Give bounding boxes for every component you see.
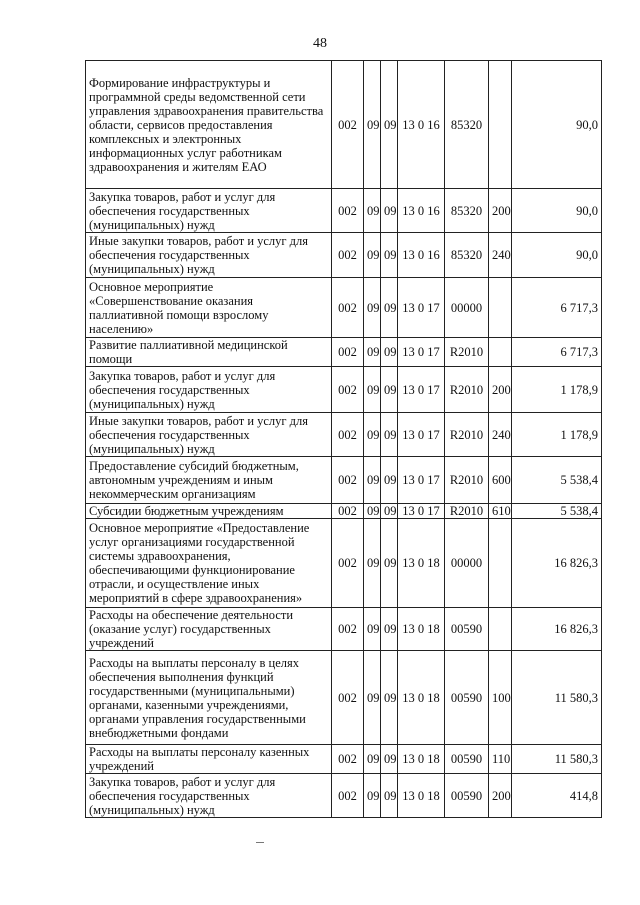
amount-value: 1 178,9 (512, 367, 602, 413)
target-article-direction: R2010 (445, 457, 489, 504)
target-article-direction: 85320 (445, 233, 489, 278)
amount-value: 414,8 (512, 774, 602, 818)
target-article-program: 13 0 17 (398, 413, 445, 457)
table-row (86, 189, 602, 233)
grbs-code: 002 (332, 278, 364, 338)
grbs-code: 002 (332, 367, 364, 413)
target-article-direction: R2010 (445, 367, 489, 413)
row-name: Расходы на обеспечение деятельности (оказание услуг) государственных учреждений (86, 608, 332, 651)
section-code: 09 (364, 519, 381, 608)
expense-type-code (489, 338, 512, 367)
row-name: Основное мероприятие «Совершенствование оказания паллиативной помощи взрослому населению» (86, 278, 332, 338)
target-article-program: 13 0 16 (398, 61, 445, 189)
subsection-code: 09 (381, 413, 398, 457)
grbs-code: 002 (332, 504, 364, 519)
subsection-code: 09 (381, 651, 398, 745)
target-article-direction: 00000 (445, 519, 489, 608)
subsection-code: 09 (381, 774, 398, 818)
amount-value: 6 717,3 (512, 338, 602, 367)
page-number: 48 (313, 36, 327, 51)
row-name: Развитие паллиативной медицинской помощи (86, 338, 332, 367)
amount-value: 5 538,4 (512, 457, 602, 504)
row-name: Основное мероприятие «Предоставление услуг организациями государственной системы здравоохранения, обеспечивающими функционирование отрасли, и осуществление иных мероприятий в сфере здравоохранения» (86, 519, 332, 608)
table-row (86, 233, 602, 278)
target-article-program: 13 0 18 (398, 774, 445, 818)
amount-value: 90,0 (512, 233, 602, 278)
expense-type-code (489, 608, 512, 651)
section-code: 09 (364, 413, 381, 457)
expense-type-code: 110 (489, 745, 512, 774)
table-row (86, 338, 602, 367)
section-code: 09 (364, 338, 381, 367)
expense-type-code (489, 61, 512, 189)
table-row (86, 367, 602, 413)
amount-value: 90,0 (512, 61, 602, 189)
table-row (86, 745, 602, 774)
target-article-program: 13 0 17 (398, 338, 445, 367)
grbs-code: 002 (332, 189, 364, 233)
amount-value: 6 717,3 (512, 278, 602, 338)
footer-mark (256, 842, 264, 843)
amount-value: 16 826,3 (512, 519, 602, 608)
amount-value: 11 580,3 (512, 745, 602, 774)
section-code: 09 (364, 233, 381, 278)
table-row (86, 774, 602, 818)
target-article-direction: 00590 (445, 608, 489, 651)
subsection-code: 09 (381, 745, 398, 774)
table-row (86, 504, 602, 519)
expense-type-code (489, 519, 512, 608)
expense-type-code: 200 (489, 774, 512, 818)
subsection-code: 09 (381, 457, 398, 504)
section-code: 09 (364, 651, 381, 745)
row-name: Расходы на выплаты персоналу казенных учреждений (86, 745, 332, 774)
row-name: Иные закупки товаров, работ и услуг для обеспечения государственных (муниципальных) нужд (86, 413, 332, 457)
section-code: 09 (364, 61, 381, 189)
grbs-code: 002 (332, 608, 364, 651)
subsection-code: 09 (381, 189, 398, 233)
section-code: 09 (364, 278, 381, 338)
amount-value: 16 826,3 (512, 608, 602, 651)
target-article-direction: 00590 (445, 745, 489, 774)
target-article-direction: 00590 (445, 651, 489, 745)
section-code: 09 (364, 367, 381, 413)
grbs-code: 002 (332, 519, 364, 608)
expense-type-code: 240 (489, 233, 512, 278)
target-article-program: 13 0 16 (398, 189, 445, 233)
row-name: Закупка товаров, работ и услуг для обеспечения государственных (муниципальных) нужд (86, 189, 332, 233)
expense-type-code: 240 (489, 413, 512, 457)
target-article-program: 13 0 17 (398, 278, 445, 338)
target-article-direction: 00000 (445, 278, 489, 338)
expense-type-code: 100 (489, 651, 512, 745)
grbs-code: 002 (332, 457, 364, 504)
expense-type-code: 200 (489, 367, 512, 413)
grbs-code: 002 (332, 651, 364, 745)
row-name: Предоставление субсидий бюджетным, автономным учреждениям и иным некоммерческим организациям (86, 457, 332, 504)
row-name: Закупка товаров, работ и услуг для обеспечения государственных (муниципальных) нужд (86, 367, 332, 413)
target-article-direction: 85320 (445, 61, 489, 189)
table-row (86, 457, 602, 504)
subsection-code: 09 (381, 367, 398, 413)
section-code: 09 (364, 504, 381, 519)
expense-type-code: 600 (489, 457, 512, 504)
subsection-code: 09 (381, 61, 398, 189)
expense-type-code: 200 (489, 189, 512, 233)
amount-value: 11 580,3 (512, 651, 602, 745)
table-row (86, 61, 602, 189)
row-name: Формирование инфраструктуры и программной среды ведомственной сети управления здравоохранения правительства области, сервисов предоставления комплексных и электронных информационных услуг работникам здравоохранения и жителям ЕАО (86, 61, 332, 189)
row-name: Закупка товаров, работ и услуг для обеспечения государственных (муниципальных) нужд (86, 774, 332, 818)
target-article-program: 13 0 17 (398, 367, 445, 413)
grbs-code: 002 (332, 413, 364, 457)
table-row (86, 413, 602, 457)
target-article-direction: 85320 (445, 189, 489, 233)
grbs-code: 002 (332, 774, 364, 818)
subsection-code: 09 (381, 278, 398, 338)
row-name: Субсидии бюджетным учреждениям (86, 504, 332, 519)
target-article-program: 13 0 17 (398, 504, 445, 519)
budget-table (85, 60, 602, 818)
expense-type-code: 610 (489, 504, 512, 519)
section-code: 09 (364, 608, 381, 651)
expense-type-code (489, 278, 512, 338)
target-article-direction: 00590 (445, 774, 489, 818)
target-article-program: 13 0 18 (398, 745, 445, 774)
target-article-program: 13 0 18 (398, 519, 445, 608)
section-code: 09 (364, 745, 381, 774)
target-article-program: 13 0 16 (398, 233, 445, 278)
subsection-code: 09 (381, 608, 398, 651)
grbs-code: 002 (332, 61, 364, 189)
grbs-code: 002 (332, 745, 364, 774)
section-code: 09 (364, 774, 381, 818)
table-row (86, 278, 602, 338)
target-article-program: 13 0 18 (398, 651, 445, 745)
table-row (86, 519, 602, 608)
table-row (86, 651, 602, 745)
table-row (86, 608, 602, 651)
subsection-code: 09 (381, 519, 398, 608)
section-code: 09 (364, 457, 381, 504)
subsection-code: 09 (381, 338, 398, 367)
target-article-direction: R2010 (445, 413, 489, 457)
subsection-code: 09 (381, 233, 398, 278)
grbs-code: 002 (332, 338, 364, 367)
amount-value: 90,0 (512, 189, 602, 233)
target-article-program: 13 0 18 (398, 608, 445, 651)
subsection-code: 09 (381, 504, 398, 519)
section-code: 09 (364, 189, 381, 233)
target-article-direction: R2010 (445, 504, 489, 519)
grbs-code: 002 (332, 233, 364, 278)
target-article-direction: R2010 (445, 338, 489, 367)
amount-value: 5 538,4 (512, 504, 602, 519)
row-name: Расходы на выплаты персоналу в целях обеспечения выполнения функций государственными (муниципальными) органами, казенными учреждениями, органами управления государственными внебюджетными фондами (86, 651, 332, 745)
row-name: Иные закупки товаров, работ и услуг для обеспечения государственных (муниципальных) нужд (86, 233, 332, 278)
amount-value: 1 178,9 (512, 413, 602, 457)
target-article-program: 13 0 17 (398, 457, 445, 504)
